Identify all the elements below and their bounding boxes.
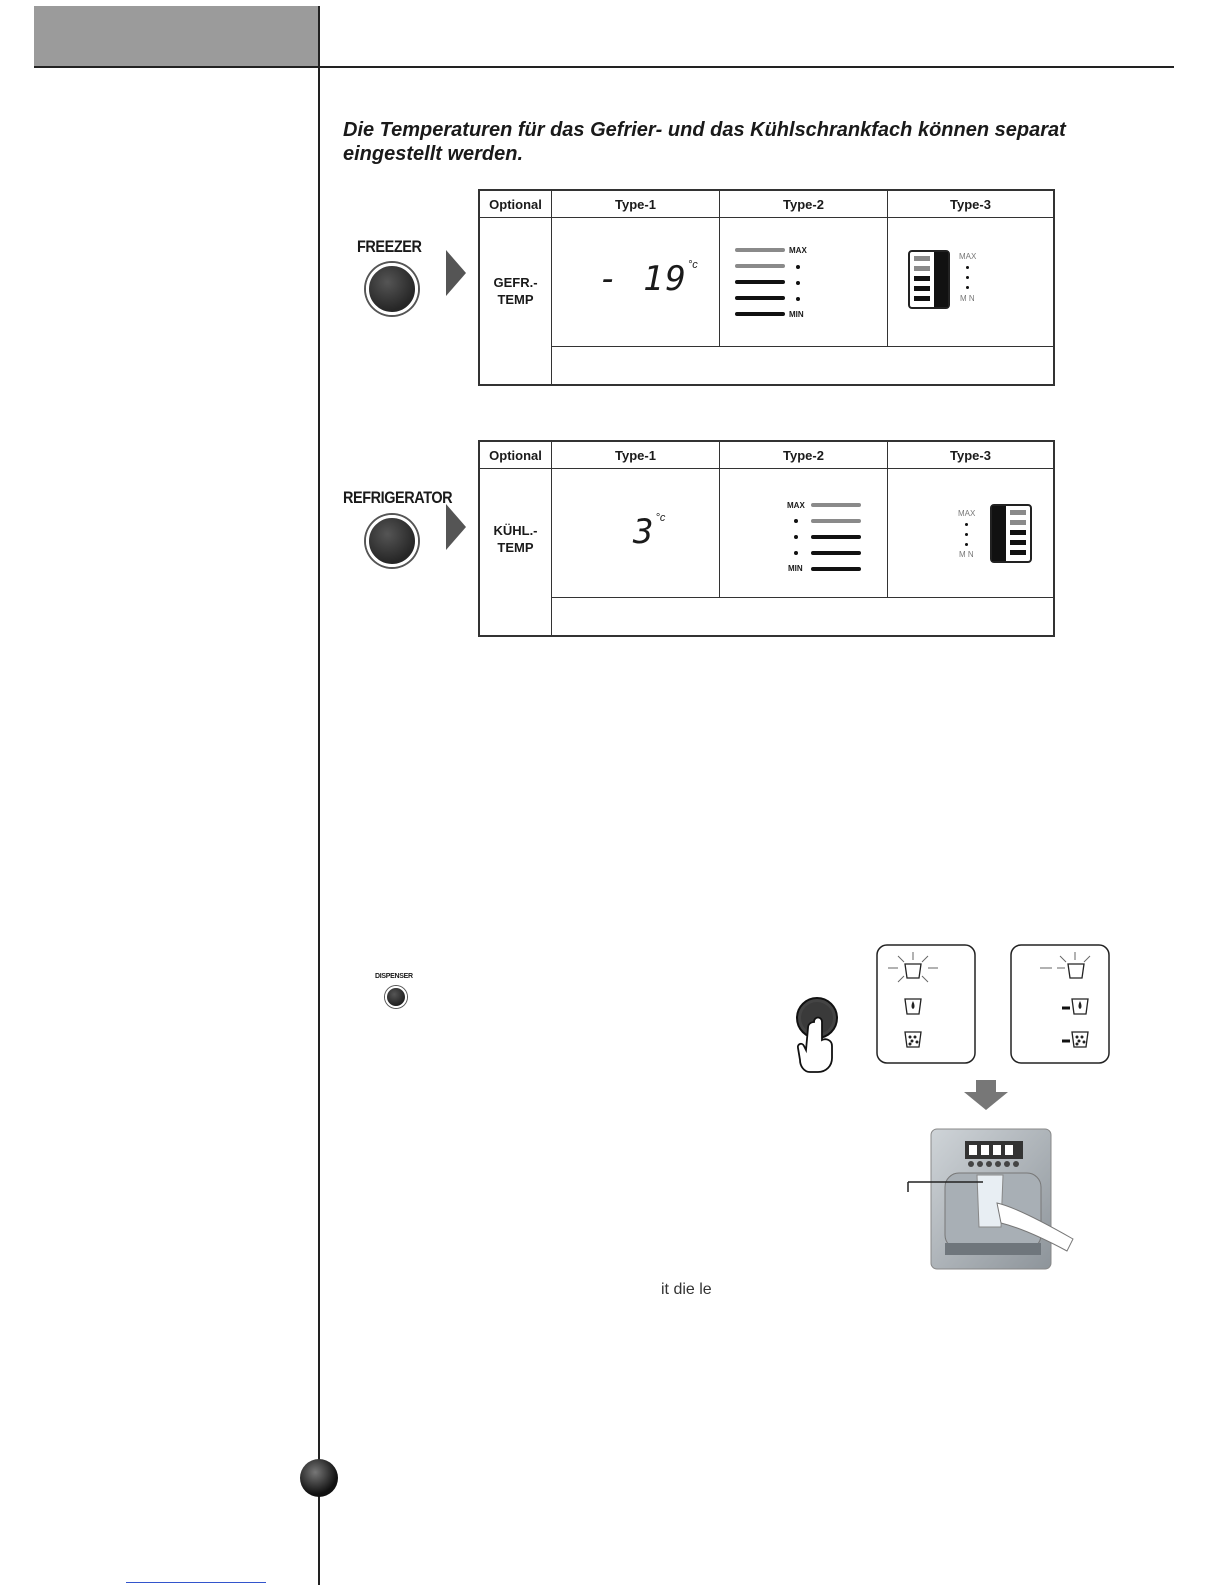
footer-link-underline — [126, 1582, 266, 1583]
refrigerator-table — [478, 440, 1055, 637]
refrigerator-button-label: REFRIGERATOR — [343, 488, 453, 507]
level-dot — [966, 266, 969, 269]
level-bar — [735, 280, 785, 284]
level-bar — [735, 248, 785, 252]
level-bar — [811, 519, 861, 523]
header-optional: Optional — [489, 196, 542, 212]
row-label-kuehl-temp: KÜHL.- TEMP — [493, 523, 538, 555]
level-dot — [794, 535, 798, 539]
arrow-right-icon — [446, 504, 466, 550]
level-bar — [735, 264, 785, 268]
header-optional: Optional — [489, 447, 542, 463]
level-bar — [735, 296, 785, 300]
level-bar — [735, 312, 785, 316]
finger-press-icon — [786, 992, 846, 1074]
refrigerator-button[interactable] — [366, 515, 418, 567]
freezer-type3-gauge — [908, 250, 950, 309]
margin-rule — [318, 6, 320, 1585]
level-dot — [796, 265, 800, 269]
freezer-temp-value: - 19 — [598, 259, 688, 299]
level-dot — [965, 523, 968, 526]
header-type-1: Type-1 — [615, 196, 656, 212]
type3-min-label: M N — [960, 294, 975, 303]
freezer-button-label: FREEZER — [357, 237, 422, 256]
max-label: MAX — [789, 246, 807, 255]
dispenser-button[interactable] — [385, 986, 407, 1008]
row-label-gefr-temp: GEFR.- TEMP — [493, 275, 538, 307]
min-label: MIN — [788, 564, 803, 573]
freezer-table — [478, 189, 1055, 386]
freezer-type1-display — [598, 259, 698, 299]
level-dot — [965, 533, 968, 536]
dispenser-panel-2 — [1010, 944, 1110, 1064]
header-type-2: Type-2 — [783, 447, 824, 463]
dispenser-button-label: DISPENSER — [375, 973, 413, 980]
header-type-3: Type-3 — [950, 196, 991, 212]
page-number-badge — [300, 1459, 338, 1497]
dispenser-panel-1 — [876, 944, 976, 1064]
header-type-1: Type-1 — [615, 447, 656, 463]
type3-min-label: M N — [959, 550, 974, 559]
header-type-3: Type-3 — [950, 447, 991, 463]
level-bar — [811, 503, 861, 507]
max-label: MAX — [787, 501, 805, 510]
level-dot — [796, 281, 800, 285]
degree-unit: °c — [687, 259, 698, 271]
header-type-2: Type-2 — [783, 196, 824, 212]
level-dot — [794, 519, 798, 523]
type3-max-label: MAX — [959, 252, 977, 261]
level-dot — [966, 286, 969, 289]
type3-max-label: MAX — [958, 509, 976, 518]
min-label: MIN — [789, 310, 804, 319]
refrigerator-temp-value: 3 — [633, 512, 656, 552]
dispenser-illustration — [905, 1127, 1075, 1272]
refrigerator-type3-gauge — [990, 504, 1032, 563]
freezer-button[interactable] — [366, 263, 418, 315]
level-dot — [794, 551, 798, 555]
degree-unit: °c — [655, 512, 666, 524]
level-bar — [811, 551, 861, 555]
section-header-box — [34, 6, 319, 67]
intro-text: Die Temperaturen für das Gefrier- und das Kühlschrankfach können separat eingestellt werden. — [343, 119, 1066, 165]
header-rule — [34, 66, 1174, 68]
level-dot — [796, 297, 800, 301]
arrow-down-icon — [962, 1080, 1010, 1110]
level-bar — [811, 535, 861, 539]
body-text-fragment: it die le — [661, 1281, 712, 1298]
refrigerator-type1-display — [633, 512, 665, 552]
level-dot — [965, 543, 968, 546]
arrow-right-icon — [446, 250, 466, 296]
level-dot — [966, 276, 969, 279]
level-bar — [811, 567, 861, 571]
